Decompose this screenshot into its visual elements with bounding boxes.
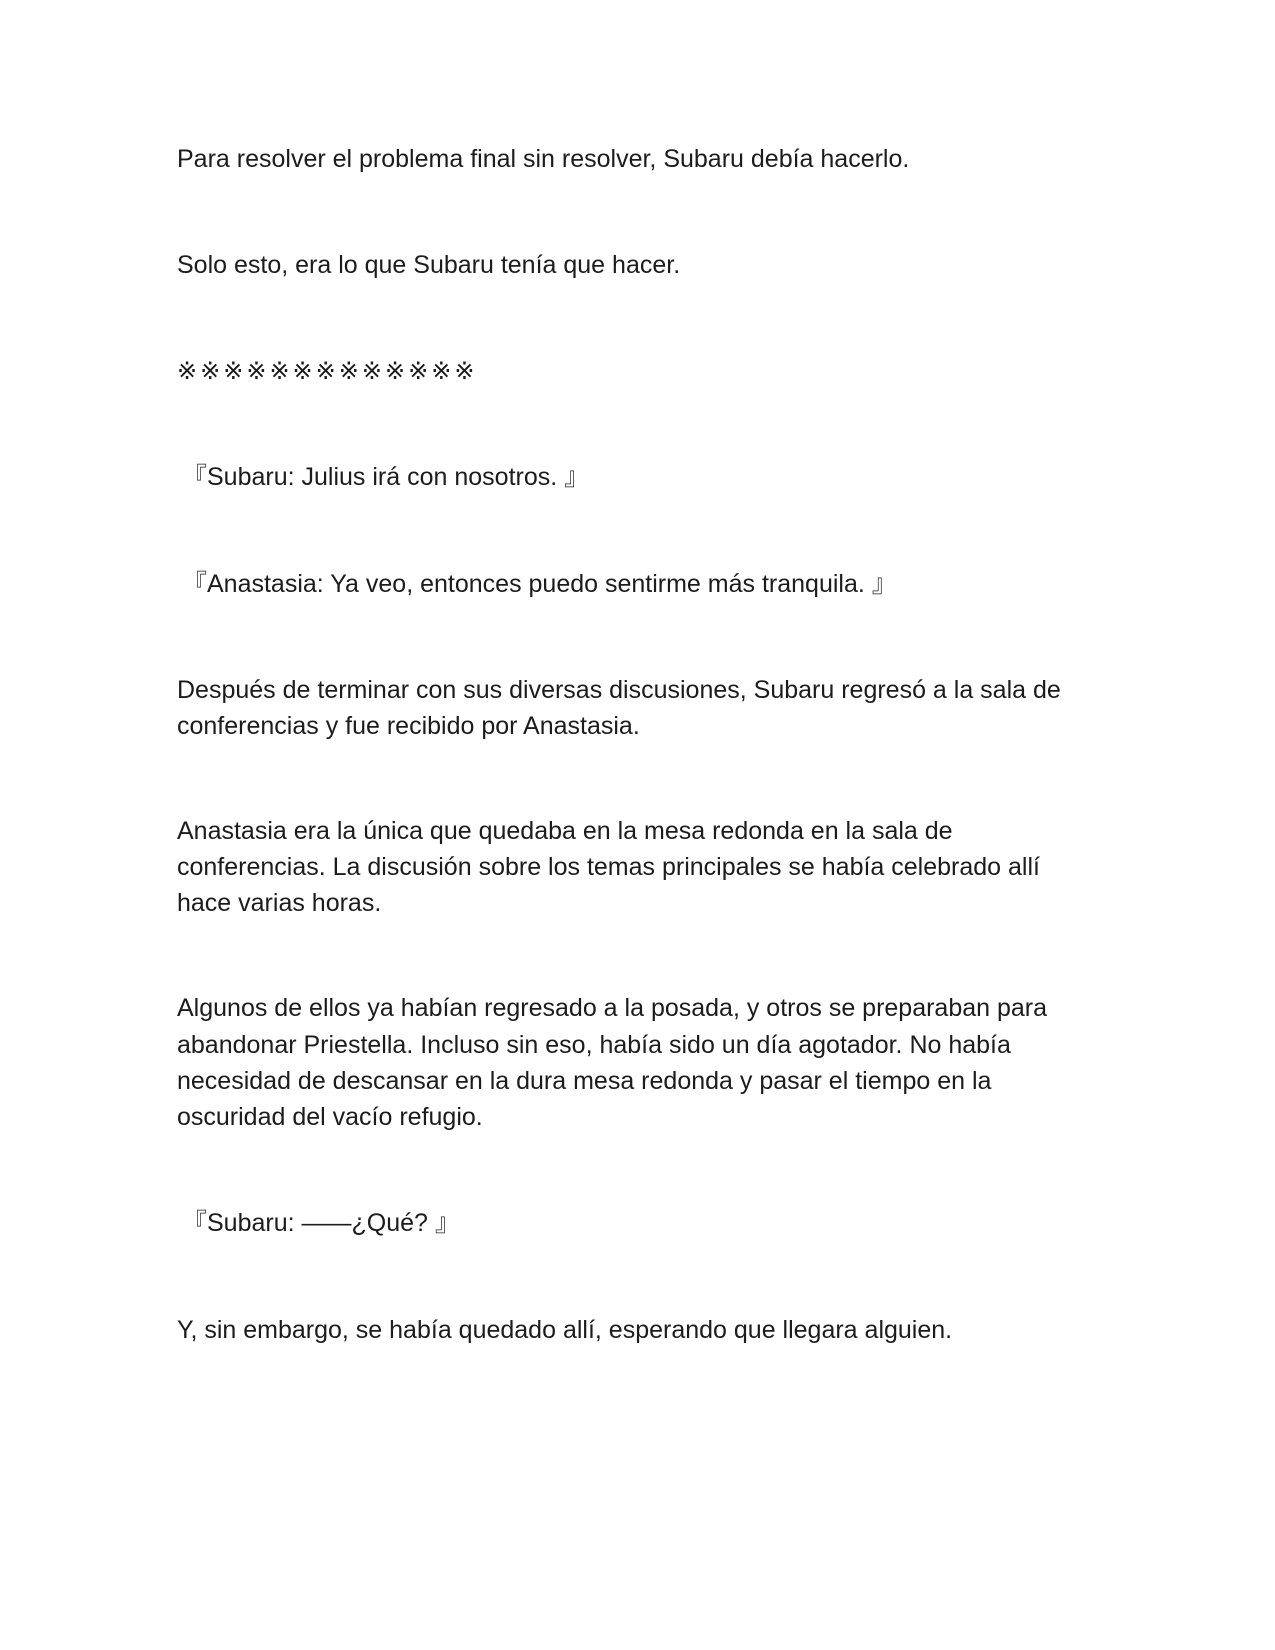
dialogue-line: 『Anastasia: Ya veo, entonces puedo sentirme más tranquila. 』 xyxy=(182,570,897,598)
dialogue-line: 『Subaru: ――¿Qué? 』 xyxy=(182,1209,460,1237)
paragraph-line: Algunos de ellos ya habían regresado a la posada, y otros se preparaban para xyxy=(177,994,1048,1022)
paragraph-line: Después de terminar con sus diversas discusiones, Subaru regresó a la sala de xyxy=(177,676,1061,704)
paragraph-line: oscuridad del vacío refugio. xyxy=(177,1103,483,1131)
paragraph-line: Para resolver el problema final sin resolver, Subaru debía hacerlo. xyxy=(177,145,910,173)
paragraph-line: Solo esto, era lo que Subaru tenía que hacer. xyxy=(177,251,681,279)
paragraph-line: Y, sin embargo, se había quedado allí, esperando que llegara alguien. xyxy=(177,1316,953,1344)
scene-separator: ※※※※※※※※※※※※※ xyxy=(177,357,478,385)
paragraph-line: Anastasia era la única que quedaba en la mesa redonda en la sala de xyxy=(177,817,953,845)
paragraph-line: conferencias y fue recibido por Anastasia. xyxy=(177,712,640,740)
paragraph-line: abandonar Priestella. Incluso sin eso, había sido un día agotador. No había xyxy=(177,1031,1011,1059)
paragraph-line: conferencias. La discusión sobre los temas principales se había celebrado allí xyxy=(177,853,1040,881)
paragraph-line: hace varias horas. xyxy=(177,889,382,917)
paragraph-line: necesidad de descansar en la dura mesa redonda y pasar el tiempo en la xyxy=(177,1067,992,1095)
dialogue-line: 『Subaru: Julius irá con nosotros. 』 xyxy=(182,463,590,491)
